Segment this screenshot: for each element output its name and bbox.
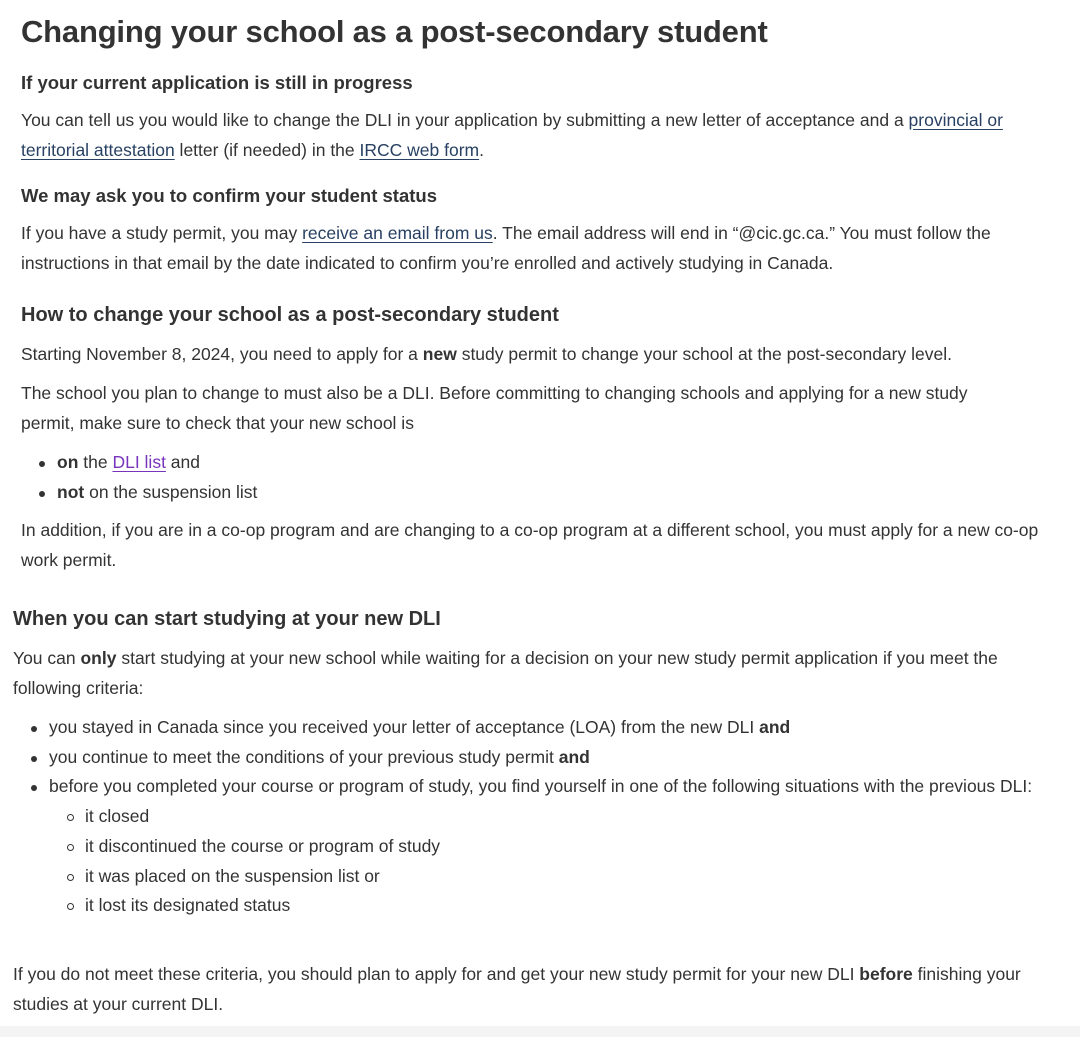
in-progress-heading: If your current application is still in progress (21, 72, 413, 93)
dli-check-list (21, 448, 1021, 507)
how-to-change-heading: How to change your school as a post-secondary student (21, 304, 559, 326)
when-start-paragraph-1: You can only start studying at your new school while waiting for a decision on your new study permit application if you meet the following criteria: (13, 648, 998, 698)
list-item: it lost its designated status (49, 891, 1063, 921)
confirm-status-paragraph: If you have a study permit, you may receive an email from us. The email address will end in “@cic.gc.ca.” You must follow the instructions in that email by the date indicated to confirm you’re enrolled and actively studying in Canada. (21, 223, 991, 273)
situations-list (49, 802, 1063, 921)
how-to-change-paragraph-1: Starting November 8, 2024, you need to apply for a new study permit to change your school at the post-secondary level. (21, 344, 952, 364)
in-progress-paragraph: You can tell us you would like to change the DLI in your application by submitting a new letter of acceptance and a provincial or territorial attestation letter (if needed) in the IRCC web form. (21, 110, 1003, 160)
list-item: it closed (49, 802, 1063, 832)
co-op-paragraph: In addition, if you are in a co-op program and are changing to a co-op program at a different school, you must apply for a new co-op work permit. (21, 520, 1039, 570)
dli-list-link[interactable]: DLI list (112, 452, 166, 472)
how-to-change-paragraph-2: The school you plan to change to must also be a DLI. Before committing to changing schools and applying for a new study permit, make sure to check that your new school is (21, 383, 968, 433)
criteria-list (13, 713, 1063, 921)
when-start-paragraph-2: If you do not meet these criteria, you should plan to apply for and get your new study permit for your new DLI before finishing your studies at your current DLI. (13, 964, 1021, 1014)
list-item: it discontinued the course or program of study (49, 832, 1063, 862)
list-item: you continue to meet the conditions of your previous study permit and (13, 743, 1063, 773)
list-item: not on the suspension list (21, 478, 1021, 508)
when-start-heading: When you can start studying at your new DLI (13, 608, 441, 630)
list-item: you stayed in Canada since you received your letter of acceptance (LOA) from the new DLI and (13, 713, 1063, 743)
list-item: it was placed on the suspension list or (49, 862, 1063, 892)
bottom-divider (0, 1026, 1080, 1037)
attestation-link[interactable]: provincial or territorial attestation (21, 110, 1003, 160)
page-title: Changing your school as a post-secondary student (21, 14, 768, 49)
ircc-web-form-link[interactable]: IRCC web form (359, 139, 480, 160)
list-item: on the DLI list and (21, 448, 1021, 478)
confirm-status-heading: We may ask you to confirm your student status (21, 185, 437, 206)
list-item: before you completed your course or program of study, you find yourself in one of the following situations with the previous DLI: it closed it discontinued the course or program of study it was placed on the suspension list or it lost its designated status (13, 772, 1063, 921)
receive-email-link[interactable]: receive an email from us (302, 223, 493, 243)
